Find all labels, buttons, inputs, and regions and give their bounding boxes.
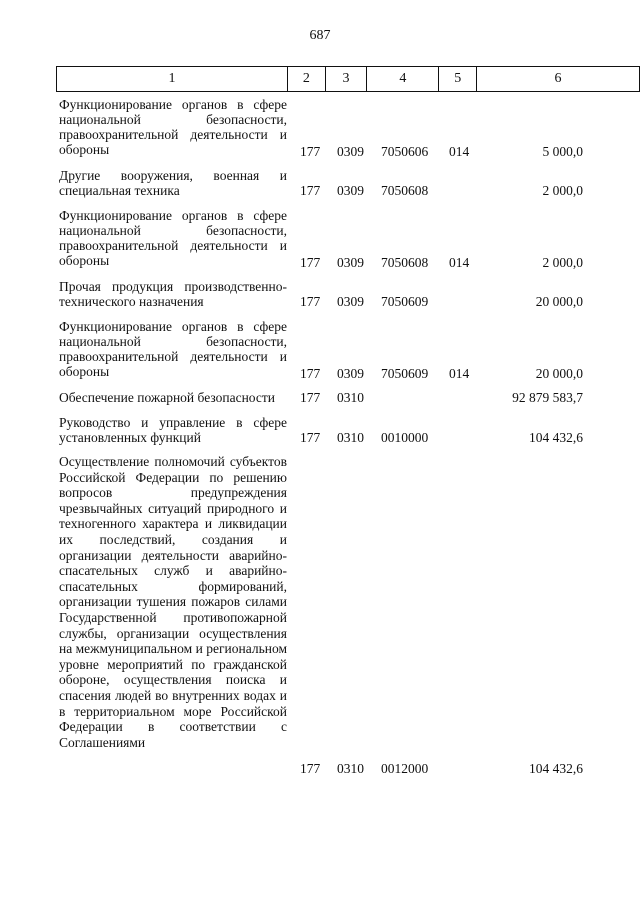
row-description: Функционирование органов в сфере национальной безопасности, правоохранительной деятельности и обороны [59, 97, 287, 157]
row-col-6: 92 879 583,7 [512, 390, 583, 405]
row-description: Обеспечение пожарной безопасности [59, 390, 276, 405]
row-col-6: 104 432,6 [529, 761, 583, 776]
row-description: Осуществление полномочий субъектов Российской Федерации по решению вопросов предупреждения чрезвычайных ситуаций природного и техногенного характера и ликвидации их последствий, создания и организации деятельности аварийно-спасательных служб и аварийно-спасательных формирований, организации тушения пожаров силами Государственной противопожарной службы, организации осуществления на межмуниципальном и региональном уровне мероприятий по гражданской обороне, осуществления поиска и спасения людей во внутренних водах и в территориальном море Российской Федерации в соответствии с Соглашениями [59, 454, 287, 750]
row-col-6: 2 000,0 [542, 183, 583, 198]
row-col-3: 0309 [337, 183, 364, 198]
row-col-6: 20 000,0 [535, 294, 583, 309]
row-col-4: 7050606 [381, 144, 429, 159]
row-col-4: 0012000 [381, 761, 429, 776]
table-header [56, 66, 640, 92]
row-col-4: 7050609 [381, 294, 429, 309]
header-col-2: 2 [288, 67, 326, 92]
row-col-2: 177 [300, 366, 321, 381]
header-col-3: 3 [325, 67, 367, 92]
row-col-5: 014 [449, 255, 470, 270]
row-col-6: 104 432,6 [529, 430, 583, 445]
row-col-5: 014 [449, 144, 470, 159]
row-col-6: 20 000,0 [535, 366, 583, 381]
row-col-4: 0010000 [381, 430, 429, 445]
row-col-2: 177 [300, 255, 321, 270]
row-col-3: 0309 [337, 366, 364, 381]
row-col-2: 177 [300, 430, 321, 445]
row-col-2: 177 [300, 294, 321, 309]
row-col-4: 7050609 [381, 366, 429, 381]
header-col-5: 5 [439, 67, 477, 92]
row-col-6: 2 000,0 [542, 255, 583, 270]
row-col-3: 0309 [337, 144, 364, 159]
row-description: Функционирование органов в сфере национальной безопасности, правоохранительной деятельности и обороны [59, 208, 287, 268]
header-col-4: 4 [367, 67, 439, 92]
row-col-3: 0310 [337, 390, 364, 405]
row-col-3: 0309 [337, 255, 364, 270]
row-col-4: 7050608 [381, 183, 429, 198]
row-col-3: 0310 [337, 430, 364, 445]
row-col-3: 0310 [337, 761, 364, 776]
row-col-2: 177 [300, 761, 321, 776]
row-description: Функционирование органов в сфере национальной безопасности, правоохранительной деятельности и обороны [59, 319, 287, 379]
header-col-6: 6 [477, 67, 640, 92]
row-description: Прочая продукция производственно-технического назначения [59, 279, 287, 309]
row-col-4: 7050608 [381, 255, 429, 270]
header-col-1: 1 [57, 67, 288, 92]
row-col-2: 177 [300, 183, 321, 198]
row-col-2: 177 [300, 390, 321, 405]
row-col-3: 0309 [337, 294, 364, 309]
row-description: Другие вооружения, военная и специальная техника [59, 168, 287, 198]
row-col-2: 177 [300, 144, 321, 159]
row-description: Руководство и управление в сфере установленных функций [59, 415, 287, 445]
row-col-5: 014 [449, 366, 470, 381]
row-col-6: 5 000,0 [542, 144, 583, 159]
page-number: 687 [309, 28, 331, 43]
